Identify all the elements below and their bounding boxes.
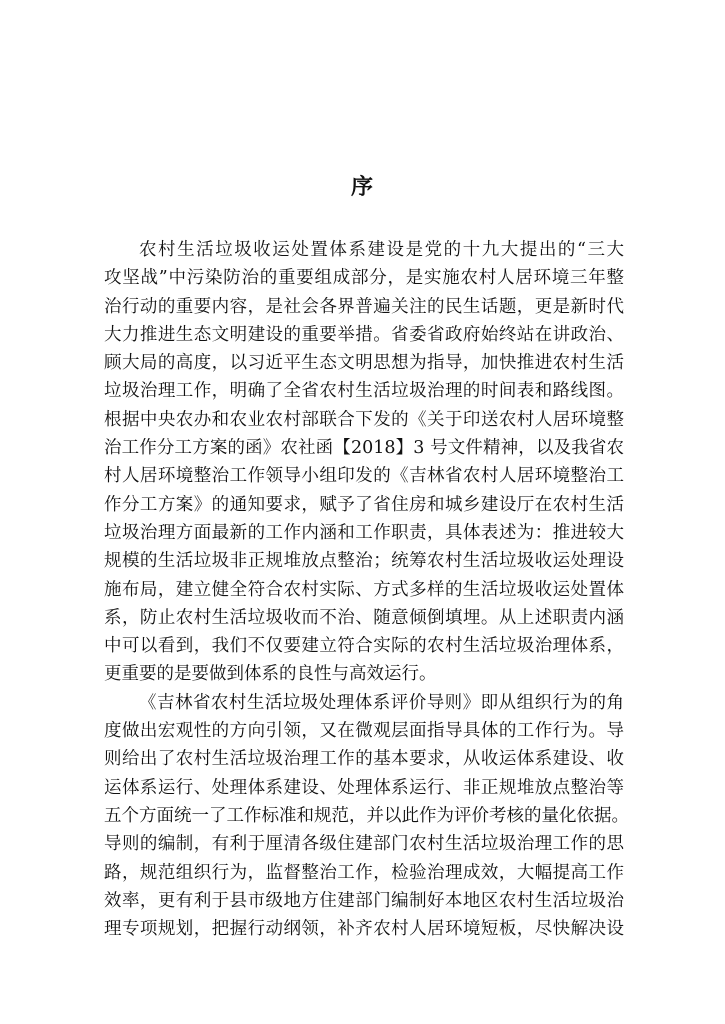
text-line: 系，防止农村生活垃圾收而不治、随意倾倒填埋。从上述职责内涵 [104, 607, 624, 628]
text-line: 五个方面统一了工作标准和规范，并以此作为评价考核的量化依据。 [104, 805, 629, 826]
text-line: 大力推进生态文明建设的重要举措。省委省政府始终站在讲政治、 [104, 324, 624, 345]
text-line: 理专项规划，把握行动纲领，补齐农村人居环境短板，尽快解决设 [104, 919, 624, 940]
text-line: 运体系运行、处理体系建设、处理体系运行、非正规堆放点整治等 [104, 777, 624, 798]
paragraph-1 [104, 236, 624, 689]
preface-body [104, 236, 629, 943]
text-line: 施布局，建立健全符合农村实际、方式多样的生活垃圾收运处置体 [104, 579, 624, 600]
text-line: 《吉林省农村生活垃圾处理体系评价导则》即从组织行为的角 [139, 692, 624, 713]
text-line: 则给出了农村生活垃圾治理工作的基本要求，从收运体系建设、收 [104, 749, 624, 770]
text-line: 更重要的是要做到体系的良性与高效运行。 [104, 664, 437, 685]
text-line: 村人居环境整治工作领导小组印发的《吉林省农村人居环境整治工 [104, 466, 624, 487]
text-line: 农村生活垃圾收运处置体系建设是党的十九大提出的“三大 [139, 240, 624, 260]
text-line: 度做出宏观性的方向引领，又在微观层面指导具体的工作行为。导 [104, 721, 624, 742]
text-line: 攻坚战”中污染防治的重要组成部分，是实施农村人居环境三年整 [104, 268, 624, 289]
text-line: 根据中央农办和农业农村部联合下发的《关于印送农村人居环境整 [104, 409, 624, 430]
text-line: 顾大局的高度，以习近平生态文明思想为指导，加快推进农村生活 [104, 353, 624, 374]
text-line: 中可以看到，我们不仅要建立符合实际的农村生活垃圾治理体系， [104, 636, 624, 657]
text-line: 作分工方案》的通知要求，赋予了省住房和城乡建设厅在农村生活 [104, 494, 624, 515]
text-line: 垃圾治理方面最新的工作内涵和工作职责，具体表述为：推进较大 [104, 522, 624, 543]
paragraph-2 [104, 689, 629, 944]
text-line: 治行动的重要内容，是社会各界普遍关注的民生话题，更是新时代 [104, 296, 624, 317]
text-line: 路，规范组织行为，监督整治工作，检验治理成效，大幅提高工作 [104, 862, 624, 883]
preface-title: 序 [350, 175, 374, 200]
text-line: 规模的生活垃圾非正规堆放点整治；统筹农村生活垃圾收运处理设 [104, 551, 624, 572]
text-line: 治工作分工方案的函》农社函【2018】3 号文件精神，以及我省农 [104, 438, 624, 459]
text-line: 效率，更有利于县市级地方住建部门编制好本地区农村生活垃圾治 [104, 890, 624, 911]
text-line: 导则的编制，有利于厘清各级住建部门农村生活垃圾治理工作的思 [104, 834, 624, 855]
text-line: 垃圾治理工作，明确了全省农村生活垃圾治理的时间表和路线图。 [104, 381, 624, 402]
